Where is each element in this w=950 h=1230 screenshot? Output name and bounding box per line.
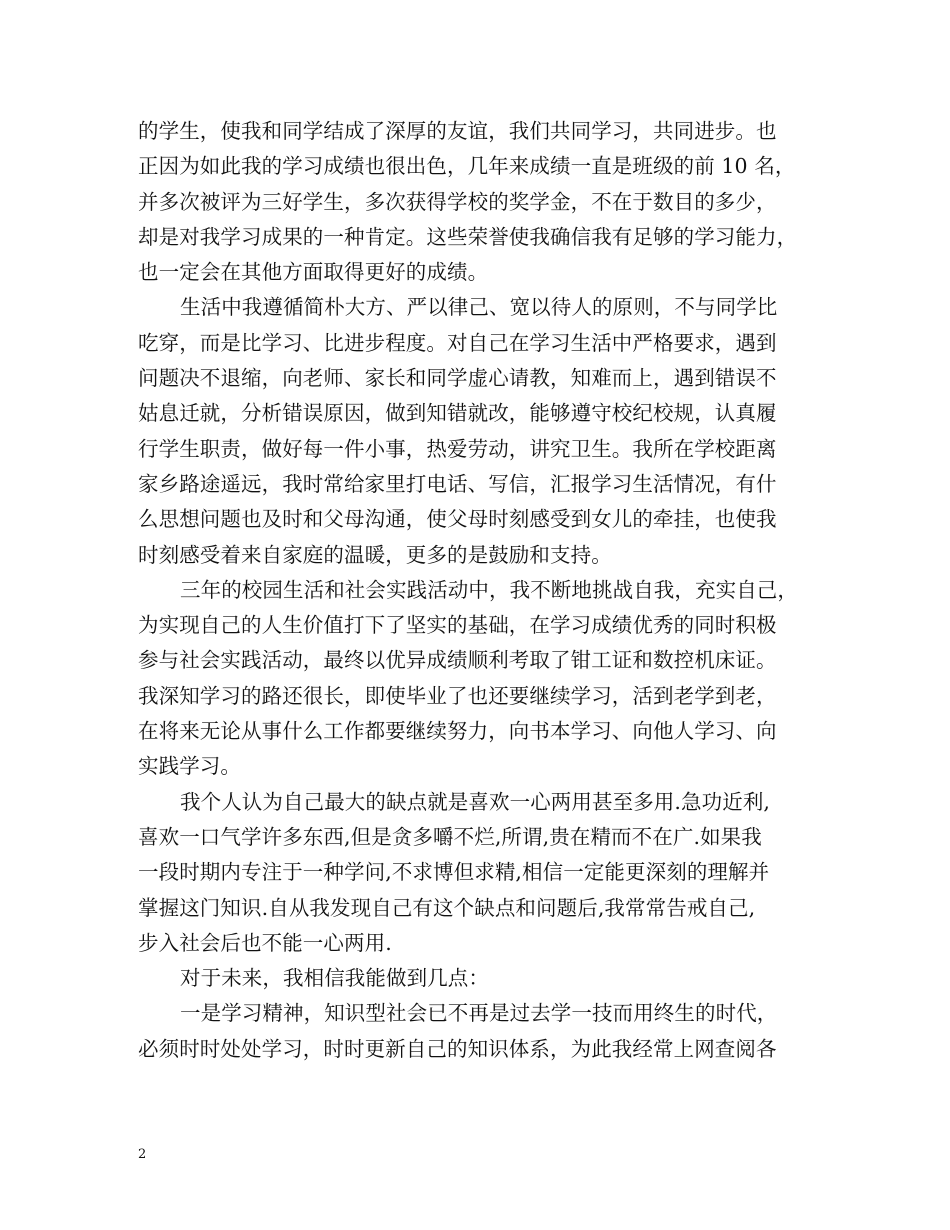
page-number: 2 [138, 1147, 147, 1162]
body-text [138, 114, 818, 1067]
text-line: 我深知学习的路还很长，即使毕业了也还要继续学习，活到老学到老， [138, 683, 777, 708]
text-line: 么思想问题也及时和父母沟通，使父母时刻感受到女儿的牵挂，也使我 [138, 507, 777, 532]
text-line: 吃穿，而是比学习、比进步程度。对自己在学习生活中严格要求，遇到 [138, 330, 777, 355]
text-line: 对于未来，我相信我能做到几点： [180, 966, 489, 991]
text-line: 参与社会实践活动，最终以优异成绩顺利考取了钳工证和数控机床证。 [138, 648, 777, 673]
text-line: 在将来无论从事什么工作都要继续努力，向书本学习、向他人学习、向 [138, 719, 777, 744]
text-line: 喜欢一口气学许多东西,但是贪多嚼不烂,所谓,贵在精而不在广.如果我 [138, 824, 762, 849]
text-line: 一是学习精神，知识型社会已不再是过去学一技而用终生的时代， [180, 1001, 778, 1026]
text-line: 并多次被评为三好学生，多次获得学校的奖学金，不在于数目的多少， [138, 189, 777, 214]
text-line: 却是对我学习成果的一种肯定。这些荣誉使我确信我有足够的学习能力， [138, 224, 798, 249]
text-line: 实践学习。 [138, 754, 241, 779]
text-line: 的学生，使我和同学结成了深厚的友谊，我们共同学习，共同进步。也 [138, 119, 777, 143]
text-line: 问题决不退缩，向老师、家长和同学虚心请教，知难而上，遇到错误不 [138, 366, 777, 391]
text-line: 家乡路途遥远，我时常给家里打电话、写信，汇报学习生活情况，有什 [138, 471, 777, 496]
text-line: 一段时期内专注于一种学问,不求博但求精,相信一定能更深刻的理解并 [138, 860, 770, 885]
text-line: 步入社会后也不能一心两用. [138, 930, 392, 955]
text-line: 行学生职责，做好每一件小事，热爱劳动，讲究卫生。我所在学校距离 [138, 436, 777, 461]
text-line: 时刻感受着来自家庭的温暖，更多的是鼓励和支持。 [138, 542, 612, 567]
text-line: 也一定会在其他方面取得更好的成绩。 [138, 260, 489, 285]
text-line: 正因为如此我的学习成绩也很出色，几年来成绩一直是班级的前 10 名， [138, 154, 796, 179]
text-line: 姑息迁就，分析错误原因，做到知错就改，能够遵守校纪校规，认真履 [138, 401, 777, 426]
text-line: 生活中我遵循简朴大方、严以律己、宽以待人的原则，不与同学比 [180, 295, 778, 320]
text-line: 掌握这门知识.自从我发现自己有这个缺点和问题后,我常常告戒自己, [138, 895, 756, 920]
text-line: 我个人认为自己最大的缺点就是喜欢一心两用甚至多用.急功近利, [180, 789, 771, 814]
text-line: 为实现自己的人生价值打下了坚实的基础，在学习成绩优秀的同时积极 [138, 613, 777, 638]
text-line: 必须时时处处学习，时时更新自己的知识体系，为此我经常上网查阅各 [138, 1036, 777, 1061]
text-line: 三年的校园生活和社会实践活动中，我不断地挑战自我，充实自己， [180, 577, 798, 602]
